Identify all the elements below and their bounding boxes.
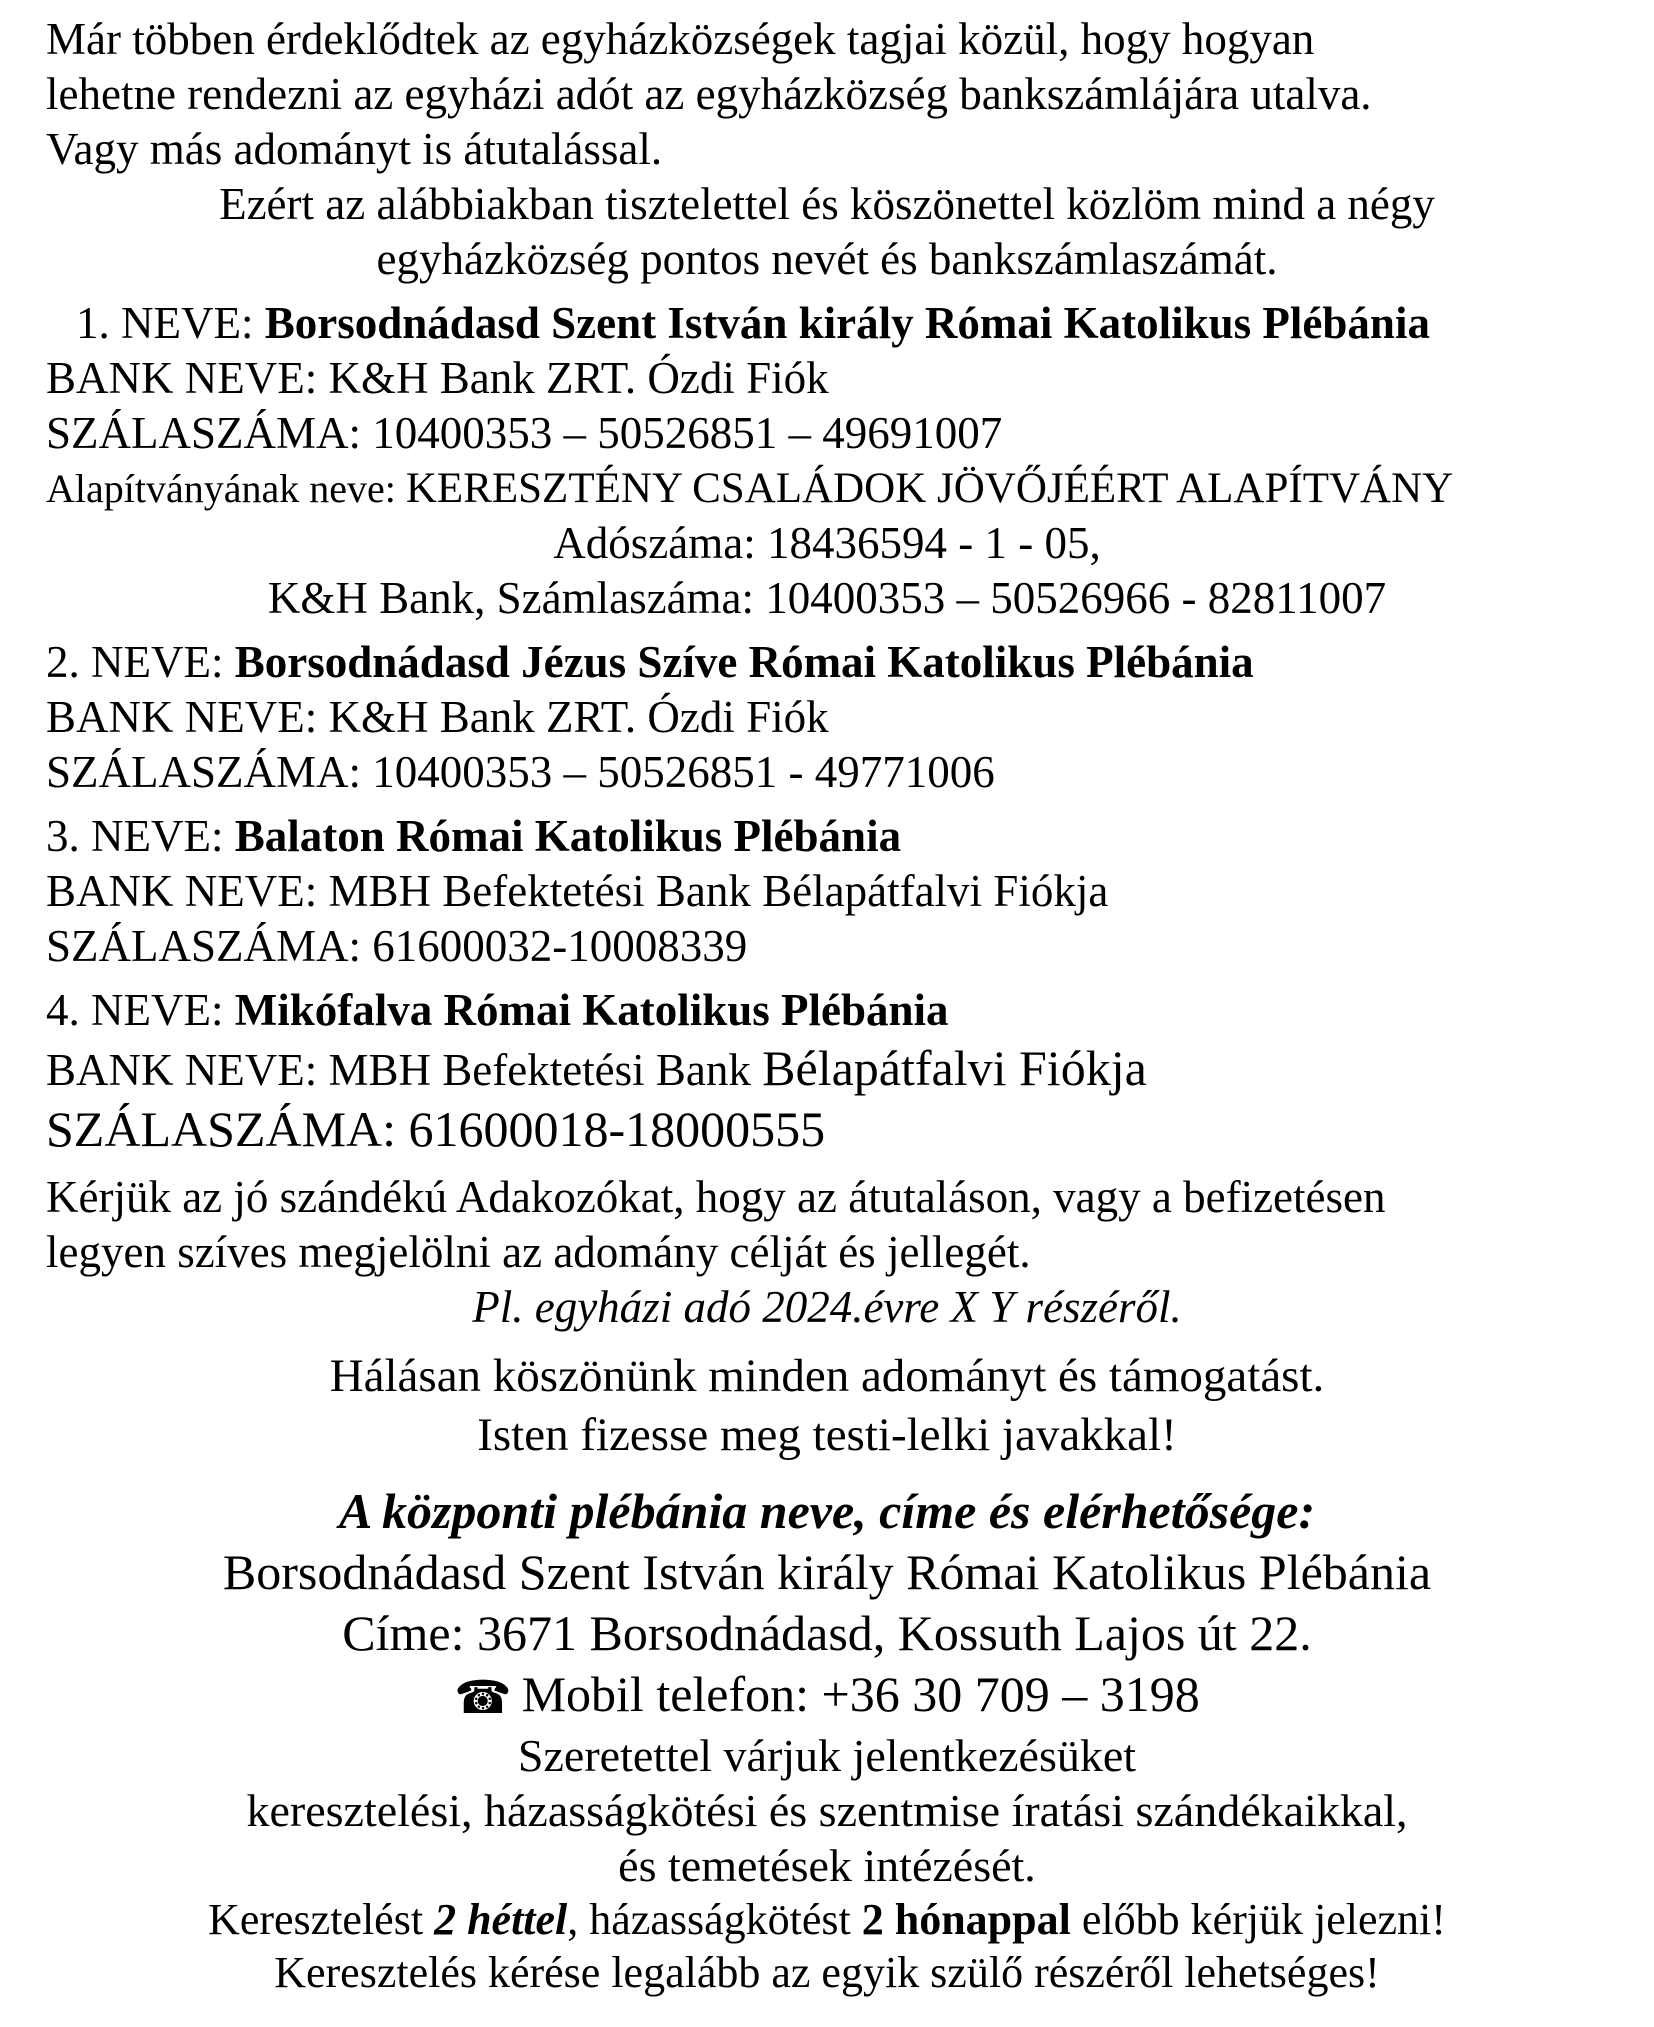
notice-mid: , házasságkötést [567,1895,862,1944]
neve-label: NEVE: [91,811,235,861]
parish-section-3 [46,809,1608,974]
parish-1-foundation-account-line: K&H Bank, Számlaszáma: 10400353 – 50526966 - 82811007 [267,573,1387,623]
thanks-block [46,1347,1608,1465]
parish-number: 2. [46,637,91,687]
final-note: Keresztelés kérése legalább az egyik szülő részéről lehetséges! [274,1948,1380,1997]
donation-example: Pl. egyházi adó 2024.évre X Y részéről. [472,1282,1182,1332]
parish-4-bank-line [46,1038,1608,1099]
notice-post: előbb kérjük jelezni! [1070,1895,1446,1944]
donation-line-1: Kérjük az jó szándékú Adakozókat, hogy az átutaláson, vagy a befizetésen [46,1172,1386,1222]
parish-1-tax-line: Adószáma: 18436594 - 1 - 05, [553,518,1101,568]
parish-section-4 [46,983,1608,1160]
parish-section-2 [46,635,1608,800]
bank-branch-name: Bélapátfalvi Fiókja [762,1040,1147,1096]
foundation-name: KERESZTÉNY CSALÁDOK JÖVŐJÉÉRT ALAPÍTVÁNY [405,465,1454,512]
contact-parish-name: Borsodnádasd Szent István király Római Katolikus Plébánia [222,1544,1432,1600]
blessing-line: Isten fizesse meg testi-lelki javakkal! [477,1409,1177,1461]
parish-2-neve-line [46,635,1608,690]
parish-name: Borsodnádasd Szent István király Római Katolikus Plébánia [264,298,1430,348]
contact-block [46,1481,1608,1999]
parish-section-1 [46,296,1608,626]
parish-3-bank-line: BANK NEVE: MBH Befektetési Bank Bélapátfalvi Fiókja [46,866,1109,916]
parish-1-account-line: SZÁLASZÁMA: 10400353 – 50526851 – 49691007 [46,408,1003,458]
bank-name-prefix: BANK NEVE: MBH Befektetési Bank [46,1045,763,1095]
phone-icon: ☎ [454,1670,512,1724]
parish-4-neve-line [46,983,1608,1038]
parish-1-bank-line: BANK NEVE: K&H Bank ZRT. Ózdi Fiók [46,353,829,403]
parish-3-neve-line [46,809,1608,864]
notice-bold-months: 2 hónappal [861,1895,1071,1944]
intro-paragraph [46,12,1608,287]
parish-number: 1. [76,298,121,348]
invite-line-2: keresztelési, házasságkötési és szentmise íratási szándékaikkal, [246,1785,1408,1836]
parish-number: 3. [46,811,91,861]
parish-name: Balaton Római Katolikus Plébánia [234,811,902,861]
parish-number: 4. [46,985,91,1035]
contact-heading: A központi plébánia neve, címe és elérhetősége: [338,1483,1316,1539]
donation-request [46,1170,1608,1335]
intro-line-4: Ezért az alábbiakban tisztelettel és köszönettel közlöm mind a négy [219,179,1435,229]
invite-line-1: Szeretettel várjuk jelentkezésüket [517,1730,1137,1781]
phone-number-text: Mobil telefon: +36 30 709 – 3198 [521,1666,1200,1722]
notice-bold-weeks: 2 héttel [434,1895,568,1944]
foundation-label: Alapítványának neve: [46,466,406,511]
neve-label: NEVE: [91,637,235,687]
notice-pre: Keresztelést [208,1895,435,1944]
parish-name: Borsodnádasd Jézus Szíve Római Katolikus Plébánia [234,637,1254,687]
parish-2-account-line: SZÁLASZÁMA: 10400353 – 50526851 - 49771006 [46,747,995,797]
parish-4-account-line: SZÁLASZÁMA: 61600018-18000555 [46,1101,826,1157]
thanks-line: Hálásan köszönünk minden adományt és támogatást. [329,1350,1325,1402]
intro-line-1: Már többen érdeklődtek az egyházközségek tagjai közül, hogy hogyan [46,14,1315,64]
parish-3-account-line: SZÁLASZÁMA: 61600032-10008339 [46,921,748,971]
notice-line [46,1893,1608,1946]
intro-line-2: lehetne rendezni az egyházi adót az egyházközség bankszámlájára utalva. [46,69,1372,119]
intro-line-5: egyházközség pontos nevét és bankszámlaszámát. [376,234,1278,284]
contact-address: Címe: 3671 Borsodnádasd, Kossuth Lajos út 22. [342,1605,1312,1661]
parish-1-foundation-line [46,461,1608,516]
invite-line-3: és temetések intézését. [618,1840,1036,1891]
neve-label: NEVE: [91,985,235,1035]
neve-label: NEVE: [121,298,265,348]
intro-line-3: Vagy más adományt is átutalással. [46,124,663,174]
contact-phone-line [46,1664,1608,1728]
donation-line-2: legyen szíves megjelölni az adomány célját és jellegét. [46,1227,1031,1277]
parish-name: Mikófalva Római Katolikus Plébánia [234,985,949,1035]
parish-1-neve-line [46,296,1608,351]
parish-2-bank-line: BANK NEVE: K&H Bank ZRT. Ózdi Fiók [46,692,829,742]
